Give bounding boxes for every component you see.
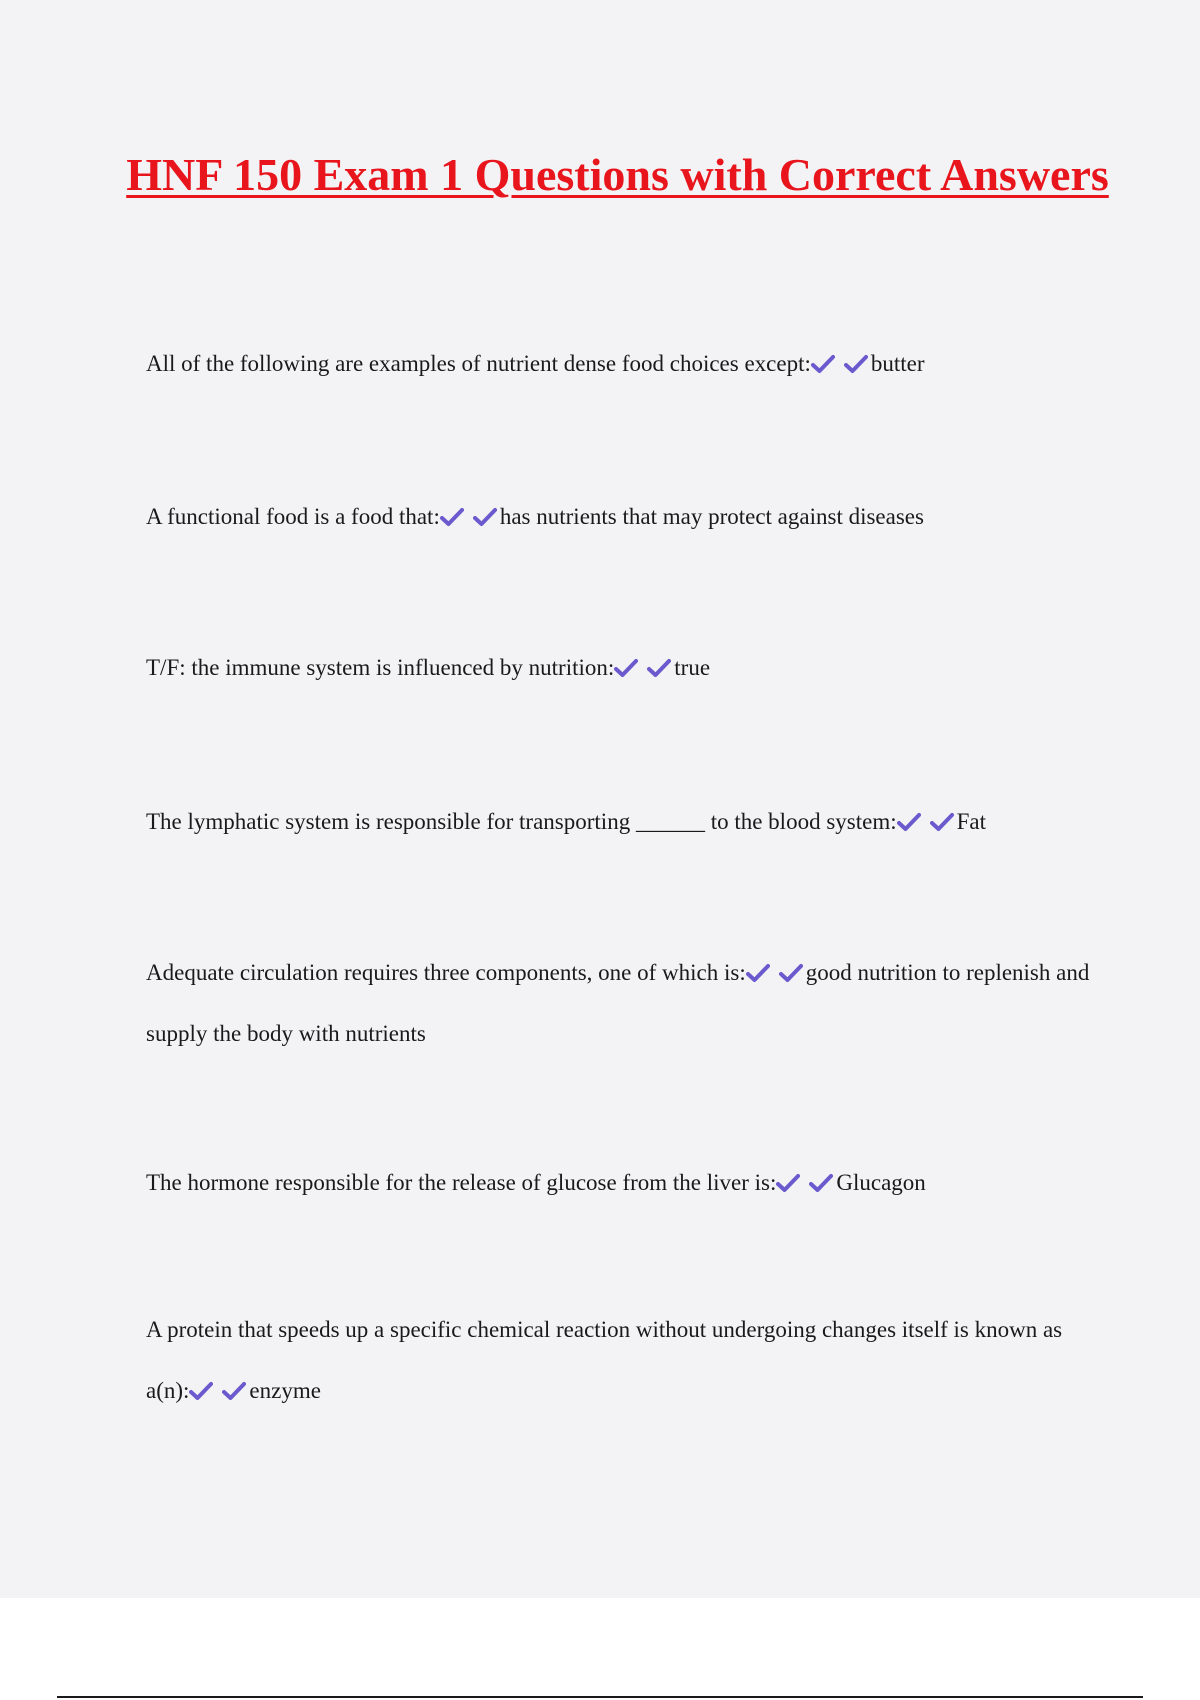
check-icon [614,658,638,678]
check-icon [473,507,497,527]
check-icon [746,963,770,983]
answer-text: true [674,655,711,680]
check-icon [930,812,954,832]
qa-item-6 [146,1152,1096,1213]
answer-text: has nutrients that may protect against diseases [499,504,924,529]
check-icon [809,1173,833,1193]
answer-text: good nutrition to replenish and supply the body with nutrients [146,960,1090,1046]
qa-item-4 [146,791,1096,852]
check-icon [844,354,868,374]
question-text: Adequate circulation requires three components, one of which is: [146,960,746,985]
question-text: The hormone responsible for the release of glucose from the liver is: [146,1170,777,1195]
answer-text: enzyme [249,1378,321,1403]
question-text: All of the following are examples of nutrient dense food choices except: [146,351,811,376]
document-title: HNF 150 Exam 1 Questions with Correct Answers [126,149,1109,200]
check-icon [189,1381,213,1401]
answer-text: Glucagon [836,1170,926,1195]
check-icon [776,1173,800,1193]
question-text: The lymphatic system is responsible for transporting ______ to the blood system: [146,809,897,834]
check-icon [222,1381,246,1401]
question-text: T/F: the immune system is influenced by nutrition: [146,655,615,680]
qa-item-2 [146,486,1096,547]
footer-divider [57,1696,1143,1698]
question-text: A protein that speeds up a specific chemical reaction without undergoing changes itself is known as a(n): [146,1317,1063,1403]
answer-text: Fat [956,809,986,834]
qa-item-7 [146,1299,1096,1421]
qa-item-3 [146,637,1096,698]
check-icon [897,812,921,832]
check-icon [440,507,464,527]
answer-text: butter [870,351,925,376]
question-text: A functional food is a food that: [146,504,440,529]
check-icon [647,658,671,678]
qa-item-1 [146,333,1096,394]
check-icon [811,354,835,374]
qa-item-5 [146,942,1096,1064]
check-icon [779,963,803,983]
